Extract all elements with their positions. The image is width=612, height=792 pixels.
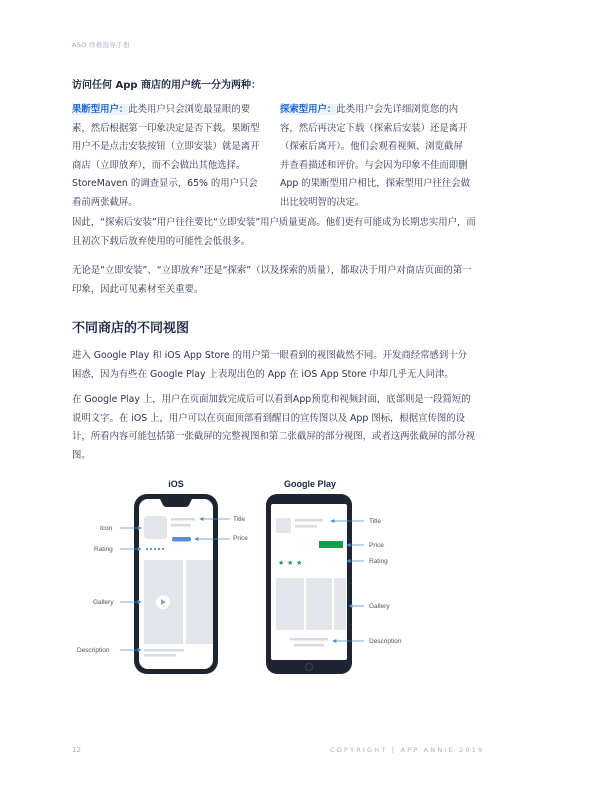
gp-label-title: Title	[369, 518, 382, 525]
ios-price-button	[172, 537, 191, 542]
ios-label-rating: Rating	[94, 546, 113, 553]
intro-question: 访问任何 App 商店的用户统一分为两种：	[72, 80, 262, 91]
gp-label-rating: Rating	[369, 558, 388, 565]
gp-app-icon-placeholder	[276, 518, 291, 533]
paragraph-store-views: 进入 Google Play 和 iOS App Store 的用户第一眼看到的视图截然不同。开发商经常感到十分困惑，因为有些在 Google Play 上表现出色的 App 在 iOS App Store 中却几乎无人问津。	[72, 350, 468, 380]
ios-diagram-title: iOS	[168, 479, 184, 489]
ios-gallery-shot-2	[186, 560, 213, 644]
gp-gallery-shot-3	[334, 578, 346, 630]
running-header: ASO 终极指导手册	[72, 41, 130, 49]
paragraph-quality: 因此，“探索后安装”用户往往要比“立即安装”用户质量更高。他们更有可能成为长期忠实用户，而且初次下载后放弃使用的可能性会低很多。	[72, 217, 476, 247]
gp-gallery-shot-2	[306, 578, 332, 630]
ios-app-icon-placeholder	[144, 516, 167, 539]
paragraph-platform-details: 在 Google Play 上，用户在页面加载完成后可以看到App预览和视频封面，底部则是一段简短的说明文字。在 iOS 上，用户可以在页面顶部看到醒目的宣传图以及 App 图标，根据宣传图的设计，所看内容可能包括第一张截屏的完整视图和第二张截屏的部分视图，或者这两张截屏的部分视图。	[72, 394, 476, 461]
gp-install-button	[319, 541, 343, 548]
footer-copyright: COPYRIGHT | APP ANNIE 2019	[330, 746, 485, 754]
ios-label-price: Price	[233, 535, 248, 542]
svg-text:★: ★	[287, 560, 294, 567]
page-number: 12	[72, 746, 81, 754]
ios-phone	[134, 494, 218, 674]
gp-label-description: Description	[369, 638, 402, 645]
ios-label-title: Title	[233, 516, 246, 523]
paragraph-first-impression: 无论是“立即安装”、“立即放弃”还是“探索”（以及探索的质量），都取决于用户对商店页面的第一印象，因此可见素材至关重要。	[72, 265, 472, 295]
gp-diagram-title: Google Play	[283, 479, 337, 489]
gp-label-gallery: Gallery	[369, 603, 390, 610]
section-heading: 不同商店的不同视图	[72, 321, 190, 336]
svg-text:★: ★	[296, 560, 303, 567]
decisive-user-text: 此类用户只会浏览最显眼的要素，然后根据第一印象决定是否下载。果断型用户不是点击安装按钮（立即安装）就是离开商店（立即放弃），而不会做出其他选择。StoreMaven 的调查显示，65% 的用户只会看前两张截屏。	[72, 104, 260, 208]
gp-gallery-shot-1	[276, 578, 304, 630]
ios-label-gallery: Gallery	[93, 599, 114, 606]
explorer-user-term: 探索型用户：	[280, 104, 337, 115]
gp-rating-stars	[278, 559, 302, 567]
ios-label-icon: Icon	[100, 525, 113, 532]
svg-text:★: ★	[278, 560, 285, 567]
gp-label-price: Price	[369, 542, 384, 549]
ios-label-description: Description	[77, 647, 110, 654]
explorer-user-text: 此类用户会先详细浏览您的内容，然后再决定下载（探索后安装）还是离开（探索后离开）。他们会观看视频、浏览截屏并查看描述和评价。与会因为印象不佳而即删 App 的果断型用户相比，探索型用户往往会做出比较明智的决定。	[280, 104, 471, 208]
decisive-user-term: 果断型用户：	[72, 104, 129, 115]
